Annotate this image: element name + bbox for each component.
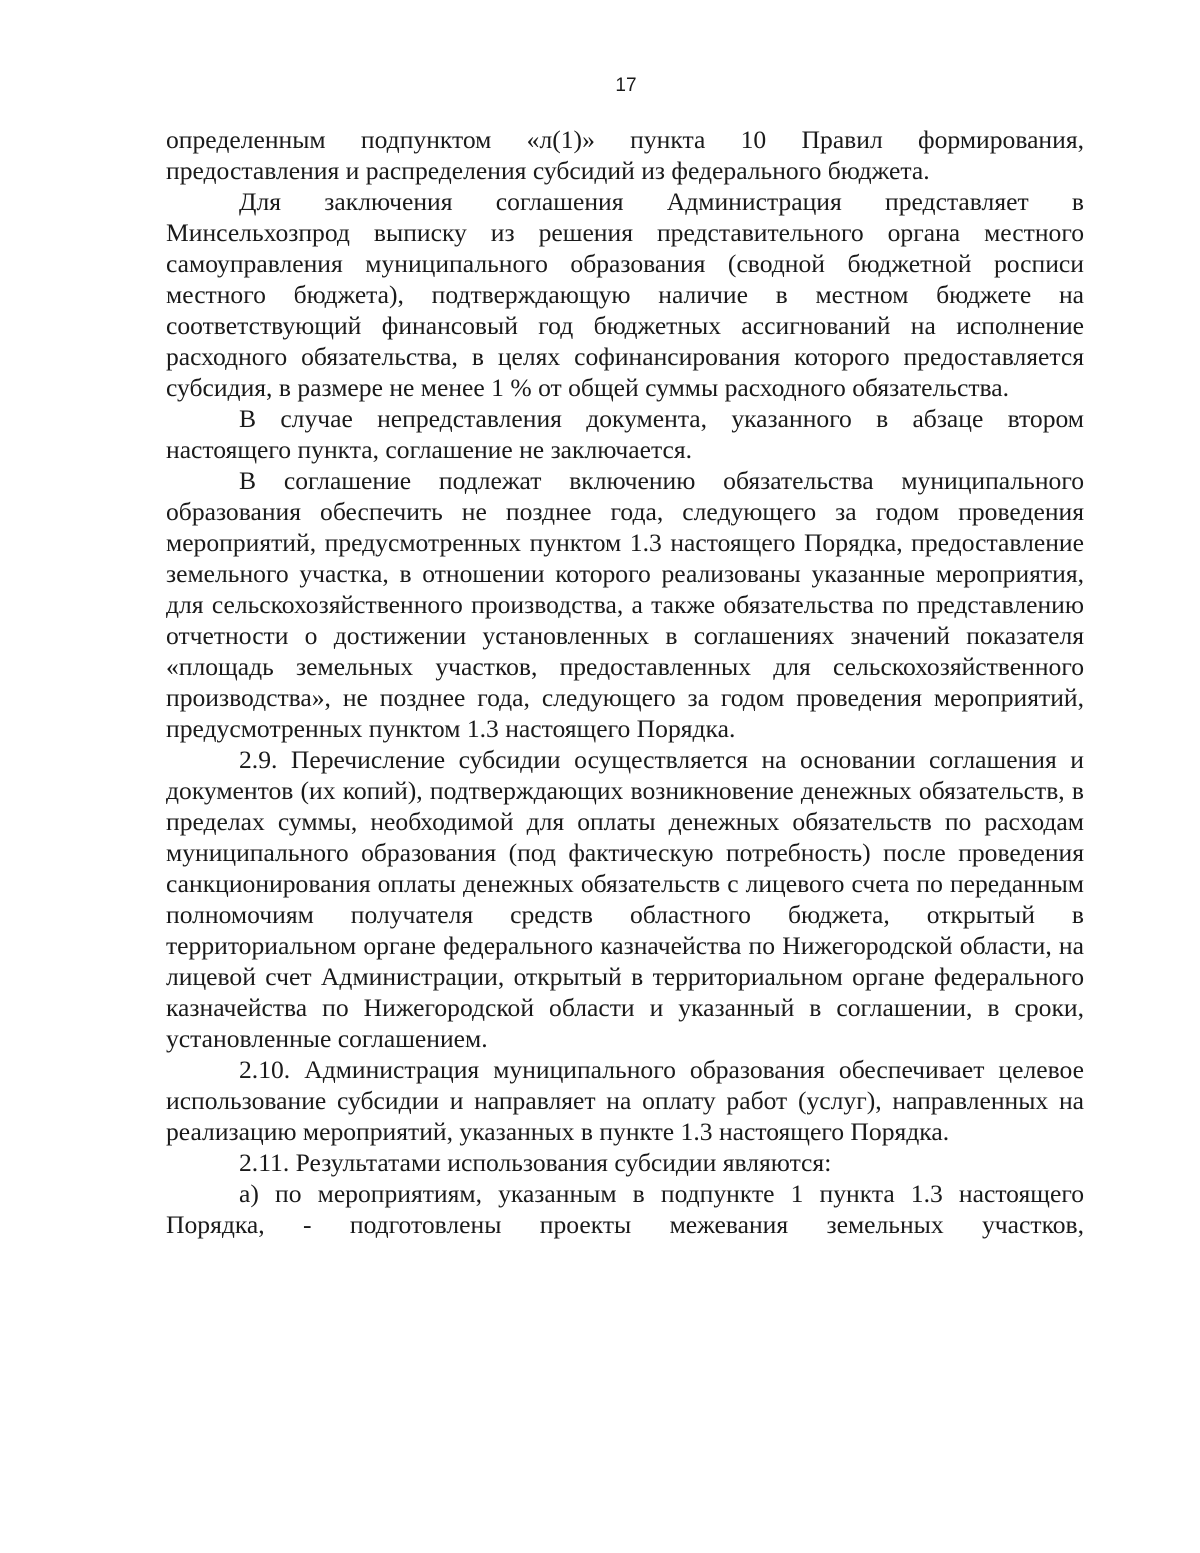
paragraph-agreement-obligations: В соглашение подлежат включению обязательства муниципального образования обеспечить не позднее года, следующего за годом проведения мероприятий, предусмотренных пунктом 1.3 настоящего Порядка, предоставление земельного участка, в отношении которого реализованы указанные мероприятия, для сельскохозяйственного производства, а также обязательства по представлению отчетности о достижении установленных в соглашениях значений показателя «площадь земельных участков, предоставленных для сельскохозяйственного производства», не позднее года, следующего за годом проведения мероприятий, предусмотренных пунктом 1.3 настоящего Порядка.	[166, 466, 1084, 743]
paragraph-2-10-target-use: 2.10. Администрация муниципального образования обеспечивает целевое использование субсидии и направляет на оплату работ (услуг), направленных на реализацию мероприятий, указанных в пункте 1.3 настоящего Порядка.	[166, 1055, 1084, 1146]
paragraph-2-11-results: 2.11. Результатами использования субсидии являются:	[239, 1148, 832, 1177]
paragraph-continuation: определенным подпунктом «л(1)» пункта 10 Правил формирования, предоставления и распределения субсидий из федерального бюджета.	[166, 125, 1084, 185]
document-body	[166, 124, 1084, 1240]
paragraph-2-9-transfer: 2.9. Перечисление субсидии осуществляется на основании соглашения и документов (их копий), подтверждающих возникновение денежных обязательств, в пределах суммы, необходимой для оплаты денежных обязательств по расходам муниципального образования (под фактическую потребность) после проведения санкционирования оплаты денежных обязательств с лицевого счета по переданным полномочиям получателя средств областного бюджета, открытый в территориальном органе федерального казначейства по Нижегородской области, на лицевой счет Администрации, открытый в территориальном органе федерального казначейства по Нижегородской области и указанный в соглашении, в сроки, установленные соглашением.	[166, 745, 1084, 1053]
paragraph-result-a: а) по мероприятиям, указанным в подпункте 1 пункта 1.3 настоящего Порядка, - подготовлены проекты межевания земельных участков,	[166, 1179, 1084, 1239]
page-number: 17	[615, 75, 637, 96]
paragraph-agreement-conclusion: Для заключения соглашения Администрация представляет в Минсельхозпрод выписку из решения представительного органа местного самоуправления муниципального образования (сводной бюджетной росписи местного бюджета), подтверждающую наличие в местном бюджете на соответствующий финансовый год бюджетных ассигнований на исполнение расходного обязательства, в целях софинансирования которого предоставляется субсидия, в размере не менее 1 % от общей суммы расходного обязательства.	[166, 187, 1084, 402]
paragraph-non-submission: В случае непредставления документа, указанного в абзаце втором настоящего пункта, соглашение не заключается.	[166, 404, 1084, 464]
